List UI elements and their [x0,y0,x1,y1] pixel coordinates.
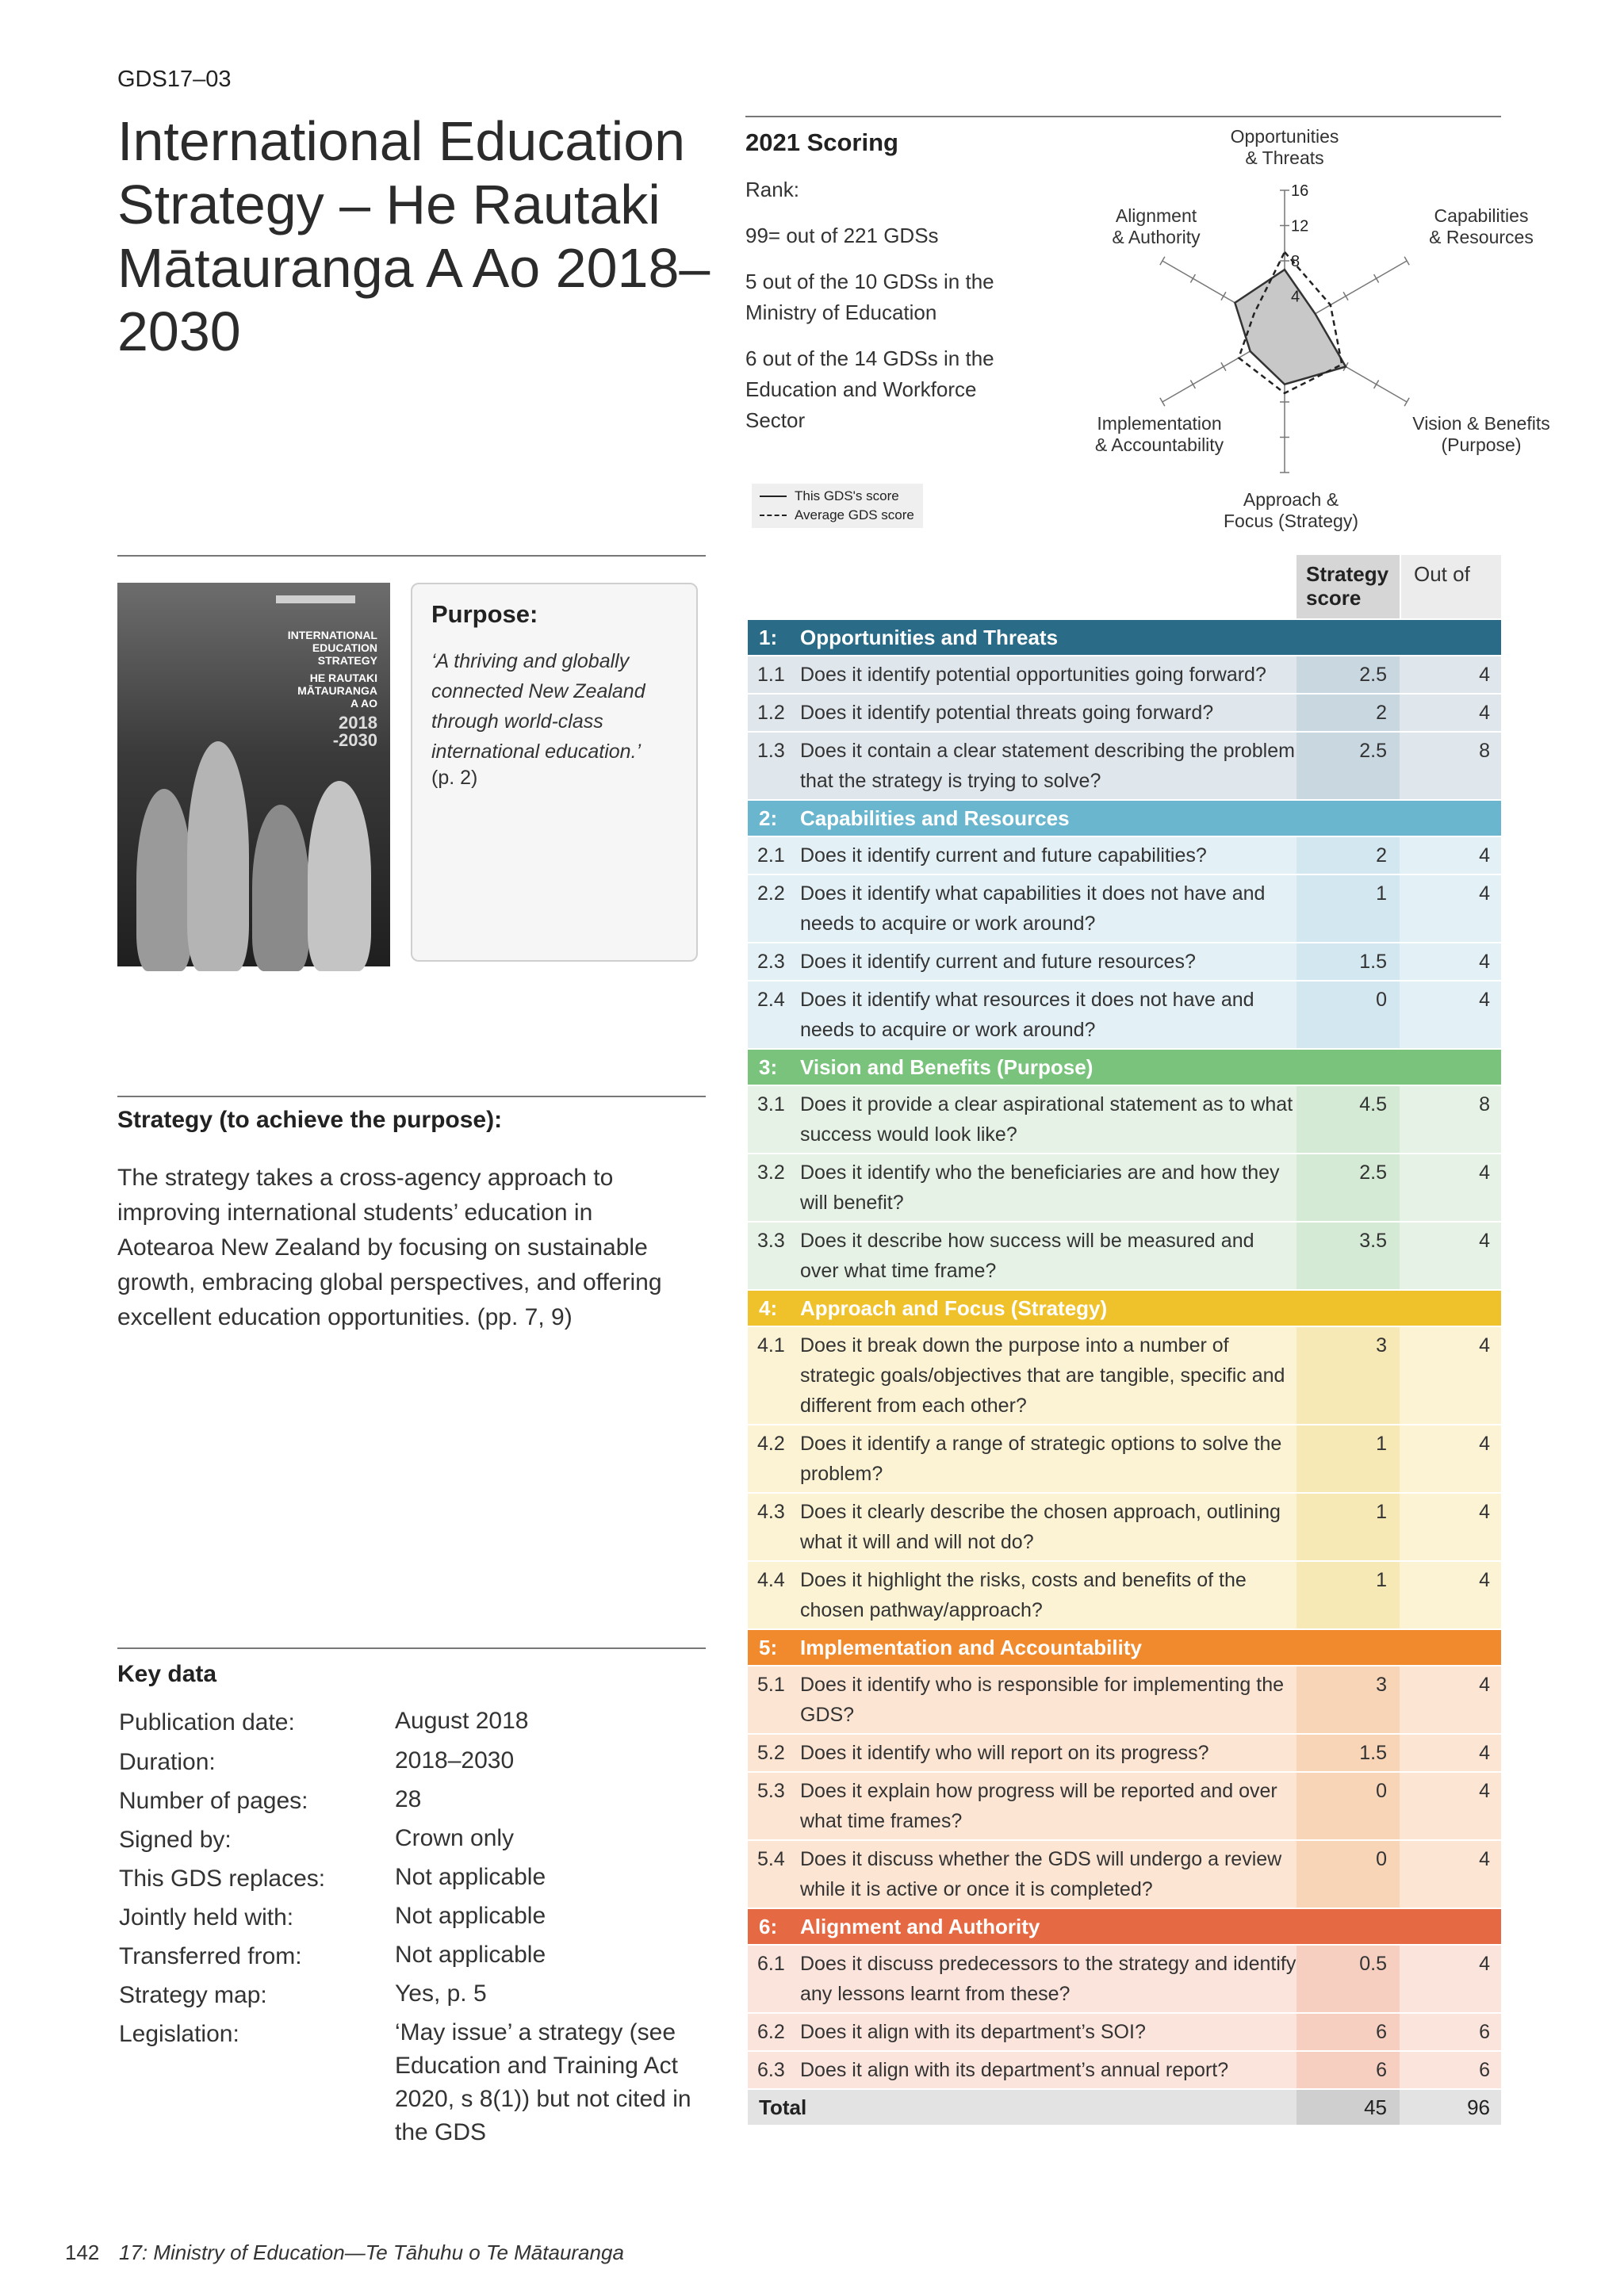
strategy-score: 0 [1297,1841,1400,1908]
question-text: Does it identify current and future capabilities? [800,844,1207,867]
section-header [748,620,1501,655]
key-data-value: Yes, p. 5 [395,1980,487,2007]
page-title: International Education Strategy – He Rautaki Mātauranga A Ao 2018–2030 [117,110,710,362]
question-text: Does it provide a clear aspirational statement as to what success would look like? [800,1093,1293,1146]
radar-tick-mark [1374,381,1379,388]
question-text: Does it discuss predecessors to the strategy and identify any lessons learnt from these? [800,1953,1297,2005]
page-number: 142 [65,2241,100,2264]
radar-axis-label: Alignment & Authority [1112,205,1201,247]
radar-tick-mark [1404,257,1409,265]
question-number: 4.3 [757,1501,785,1523]
strategy-score: 3 [1297,1327,1400,1424]
radar-axis-label: Capabilities & Resources [1429,205,1534,247]
table-row [748,1154,1501,1221]
section-header [748,1909,1501,1944]
purpose-page-ref: (p. 2) [431,767,478,789]
table-row [748,1773,1501,1839]
cover-title-line: A AO [350,697,377,710]
table-row [748,2014,1501,2050]
strategy-score: 1.5 [1297,1735,1400,1771]
footer-text: 17: Ministry of Education—Te Tāhuhu o Te Mātauranga [119,2241,624,2264]
out-of-score: 4 [1479,1742,1490,1764]
divider [745,116,1501,117]
out-of-score: 4 [1479,844,1490,867]
strategy-score: 4.5 [1297,1086,1400,1153]
table-row [748,1946,1501,2012]
radar-axis-label: Approach & Focus (Strategy) [1224,489,1358,531]
legend-this-score: This GDS's score [795,488,899,503]
key-data-value: August 2018 [395,1708,529,1734]
out-of-score: 8 [1479,740,1490,762]
table-row [748,1841,1501,1908]
divider [117,555,706,557]
section-number: 2: [759,806,778,830]
strategy-score: 2.5 [1297,1154,1400,1221]
cover-title-line: EDUCATION [312,641,377,654]
key-data-key: Transferred from: [119,1943,302,1969]
section-title: Approach and Focus (Strategy) [800,1295,1108,1320]
radar-tick-label: 16 [1291,182,1309,200]
question-number: 4.2 [757,1433,785,1455]
total-label: Total [759,2095,807,2119]
radar-tick-mark [1160,257,1165,265]
key-data-key: Strategy map: [119,1982,267,2008]
out-of-score: 4 [1479,1569,1490,1591]
person-figure [136,789,192,971]
question-number: 4.4 [757,1569,785,1591]
divider [117,1647,706,1649]
table-row [748,875,1501,942]
strategy-score: 0 [1297,982,1400,1048]
out-of-score: 6 [1479,2059,1490,2081]
out-of-score: 4 [1479,951,1490,973]
radar-tick-mark [1404,398,1409,406]
radar-tick-mark [1343,292,1348,300]
total-row [748,2090,1501,2125]
question-number: 5.4 [757,1848,785,1870]
key-data-value: ‘May issue’ a strategy (see Education and Training Act 2020, s 8(1)) but not cited in the GDS [395,2019,691,2145]
divider [117,1096,706,1097]
key-data-key: Publication date: [119,1709,295,1735]
out-of-score: 4 [1479,882,1490,905]
table-body [748,620,1501,2088]
total-score: 45 [1297,2090,1400,2125]
table-row [748,1223,1501,1289]
purpose-label: Purpose: [431,600,538,628]
scoring-heading: 2021 Scoring [745,128,898,156]
question-number: 1.1 [757,664,785,686]
table-row [748,1086,1501,1153]
out-of-score: 4 [1479,1230,1490,1252]
key-data-value: Not applicable [395,1864,546,1890]
key-data-key: Number of pages: [119,1788,308,1814]
question-number: 2.1 [757,844,785,867]
radar-axis-label: Vision & Benefits (Purpose) [1412,413,1550,455]
question-text: Does it explain how progress will be reported and over what time frames? [800,1780,1277,1832]
question-text: Does it contain a clear statement describing the problem that the strategy is trying to solve? [800,740,1295,792]
question-number: 2.3 [757,951,785,973]
legend-average-score: Average GDS score [795,507,914,522]
question-number: 5.3 [757,1780,785,1802]
key-data-value: Crown only [395,1825,515,1851]
document-code: GDS17–03 [117,67,232,92]
section-title: Alignment and Authority [800,1914,1040,1938]
strategy-score: 1.5 [1297,943,1400,980]
solid-line-swatch [760,496,787,497]
table-row [748,837,1501,874]
header-out-of: Out of [1401,555,1501,618]
question-number: 3.3 [757,1230,785,1252]
out-of-score: 4 [1479,1501,1490,1523]
table-row [748,1735,1501,1771]
question-number: 5.2 [757,1742,785,1764]
table-row [748,2052,1501,2088]
cover-year: 2018 [339,713,377,733]
section-header [748,1630,1501,1665]
question-text: Does it align with its department’s SOI? [800,2021,1146,2043]
question-number: 6.1 [757,1953,785,1975]
table-row [748,943,1501,980]
section-header [748,1291,1501,1326]
purpose-quote: ‘A thriving and globally connected New Zealand through world-class international education.’ [431,650,645,763]
section-header [748,1050,1501,1085]
question-number: 2.2 [757,882,785,905]
section-number: 3: [759,1054,778,1079]
key-data-key: Duration: [119,1749,216,1775]
strategy-score: 0.5 [1297,1946,1400,2012]
strategy-score: 1 [1297,875,1400,942]
table-row [748,695,1501,731]
radar-tick-mark [1160,398,1165,406]
radar-legend [752,484,923,528]
question-text: Does it identify what resources it does not have and needs to acquire or work around? [800,989,1254,1041]
question-number: 6.2 [757,2021,785,2043]
radar-axis-label: Implementation & Accountability [1094,413,1224,455]
total-out-of: 96 [1467,2095,1490,2119]
question-text: Does it identify who the beneficiaries are and how they will benefit? [800,1161,1280,1214]
section-title: Implementation and Accountability [800,1635,1142,1659]
government-logo [276,595,355,603]
strategy-score: 1 [1297,1425,1400,1492]
scoring-table [748,555,1501,2125]
radar-tick-label: 12 [1291,217,1309,235]
question-text: Does it identify potential threats going forward? [800,702,1214,724]
question-number: 3.2 [757,1161,785,1184]
person-figure [187,741,249,971]
radar-axis-label: Opportunities & Threats [1230,126,1339,168]
radar-chart [1047,119,1550,539]
section-title: Capabilities and Resources [800,806,1070,830]
person-figure [308,781,371,971]
cover-image [117,583,390,966]
radar-tick-mark [1190,274,1195,282]
question-text: Does it identify what capabilities it does not have and needs to acquire or work around? [800,882,1266,935]
table-row [748,656,1501,693]
out-of-score: 4 [1479,1674,1490,1696]
cover-title-line: HE RAUTAKI [309,672,377,684]
strategy-score: 1 [1297,1562,1400,1628]
strategy-text: The strategy takes a cross-agency approach to improving international students’ education in Aotearoa New Zealand by focusing on sustainable growth, embracing global perspectives, and offering excellent education opportunities. (pp. 7, 9) [117,1165,662,1330]
key-data-value: Not applicable [395,1903,546,1929]
question-text: Does it identify who will report on its progress? [800,1742,1209,1764]
question-number: 1.3 [757,740,785,762]
strategy-score: 2 [1297,837,1400,874]
table-row [748,733,1501,799]
table-row [748,1667,1501,1733]
question-number: 2.4 [757,989,785,1011]
key-data-value: Not applicable [395,1942,546,1968]
out-of-score: 4 [1479,1161,1490,1184]
table-row [748,1494,1501,1560]
question-number: 6.3 [757,2059,785,2081]
cover-year: -2030 [332,730,377,750]
rank-overall: 99= out of 221 GDSs [745,224,939,247]
header-strategy-score: Strategy score [1297,555,1400,618]
section-number: 4: [759,1295,778,1320]
section-number: 5: [759,1635,778,1659]
cover-title-line: MĀTAURANGA [297,684,377,697]
question-text: Does it describe how success will be measured and over what time frame? [800,1230,1254,1282]
key-data-key: Jointly held with: [119,1904,294,1931]
out-of-score: 4 [1479,989,1490,1011]
radar-tick-label: 4 [1291,288,1300,306]
out-of-score: 4 [1479,1848,1490,1870]
question-number: 1.2 [757,702,785,724]
question-text: Does it identify a range of strategic options to solve the problem? [800,1433,1282,1485]
strategy-score: 3.5 [1297,1223,1400,1289]
out-of-score: 6 [1479,2021,1490,2043]
section-title: Opportunities and Threats [800,625,1059,649]
section-number: 1: [759,625,778,649]
key-data-value: 28 [395,1786,422,1812]
rank-sector: 6 out of the 14 GDSs in the Education and Workforce Sector [745,346,994,432]
radar-tick-label: 8 [1291,253,1300,270]
key-data-key: Legislation: [119,2021,239,2047]
question-text: Does it break down the purpose into a number of strategic goals/objectives that are tangible, specific and different from each other? [800,1334,1285,1417]
section-title: Vision and Benefits (Purpose) [800,1054,1094,1079]
strategy-label: Strategy (to achieve the purpose): [117,1107,503,1133]
question-number: 4.1 [757,1334,785,1357]
out-of-score: 8 [1479,1093,1490,1115]
purpose-box [411,583,698,962]
out-of-score: 4 [1479,664,1490,686]
strategy-score: 3 [1297,1667,1400,1733]
table-header [748,555,1501,618]
strategy-score: 2 [1297,695,1400,731]
key-data-key: Signed by: [119,1827,232,1853]
this-gds-polygon [1235,270,1346,385]
key-data-value: 2018–2030 [395,1747,515,1774]
table-row [748,1562,1501,1628]
question-text: Does it discuss whether the GDS will undergo a review while it is active or once it is completed? [800,1848,1282,1900]
strategy-score: 6 [1297,2014,1400,2050]
out-of-score: 4 [1479,1433,1490,1455]
question-text: Does it identify current and future resources? [800,951,1196,973]
strategy-score: 1 [1297,1494,1400,1560]
key-data-key: This GDS replaces: [119,1866,326,1892]
question-text: Does it identify who is responsible for implementing the GDS? [800,1674,1285,1726]
cover-title-line: INTERNATIONAL [287,629,377,641]
out-of-score: 4 [1479,1780,1490,1802]
dashed-line-swatch [760,515,787,516]
rank-label: Rank: [745,178,799,201]
question-text: Does it identify potential opportunities going forward? [800,664,1266,686]
table-row [748,982,1501,1048]
radar-tick-mark [1374,274,1379,282]
radar-tick-mark [1221,292,1226,300]
strategy-score: 2.5 [1297,733,1400,799]
table-row [748,1327,1501,1424]
question-text: Does it clearly describe the chosen approach, outlining what it will and will not do? [800,1501,1281,1553]
strategy-score: 0 [1297,1773,1400,1839]
question-number: 5.1 [757,1674,785,1696]
question-text: Does it highlight the risks, costs and benefits of the chosen pathway/approach? [800,1569,1247,1621]
question-number: 3.1 [757,1093,785,1115]
out-of-score: 4 [1479,1953,1490,1975]
radar-tick-mark [1221,362,1226,370]
radar-tick-mark [1190,381,1195,388]
strategy-score: 2.5 [1297,656,1400,693]
key-data-label: Key data [117,1661,217,1687]
out-of-score: 4 [1479,702,1490,724]
rank-department: 5 out of the 10 GDSs in the Ministry of Education [745,270,994,324]
person-figure [252,805,309,971]
question-text: Does it align with its department’s annual report? [800,2059,1229,2081]
out-of-score: 4 [1479,1334,1490,1357]
section-header [748,801,1501,836]
cover-title-line: STRATEGY [317,654,377,667]
strategy-score: 6 [1297,2052,1400,2088]
section-number: 6: [759,1914,778,1938]
table-row [748,1425,1501,1492]
